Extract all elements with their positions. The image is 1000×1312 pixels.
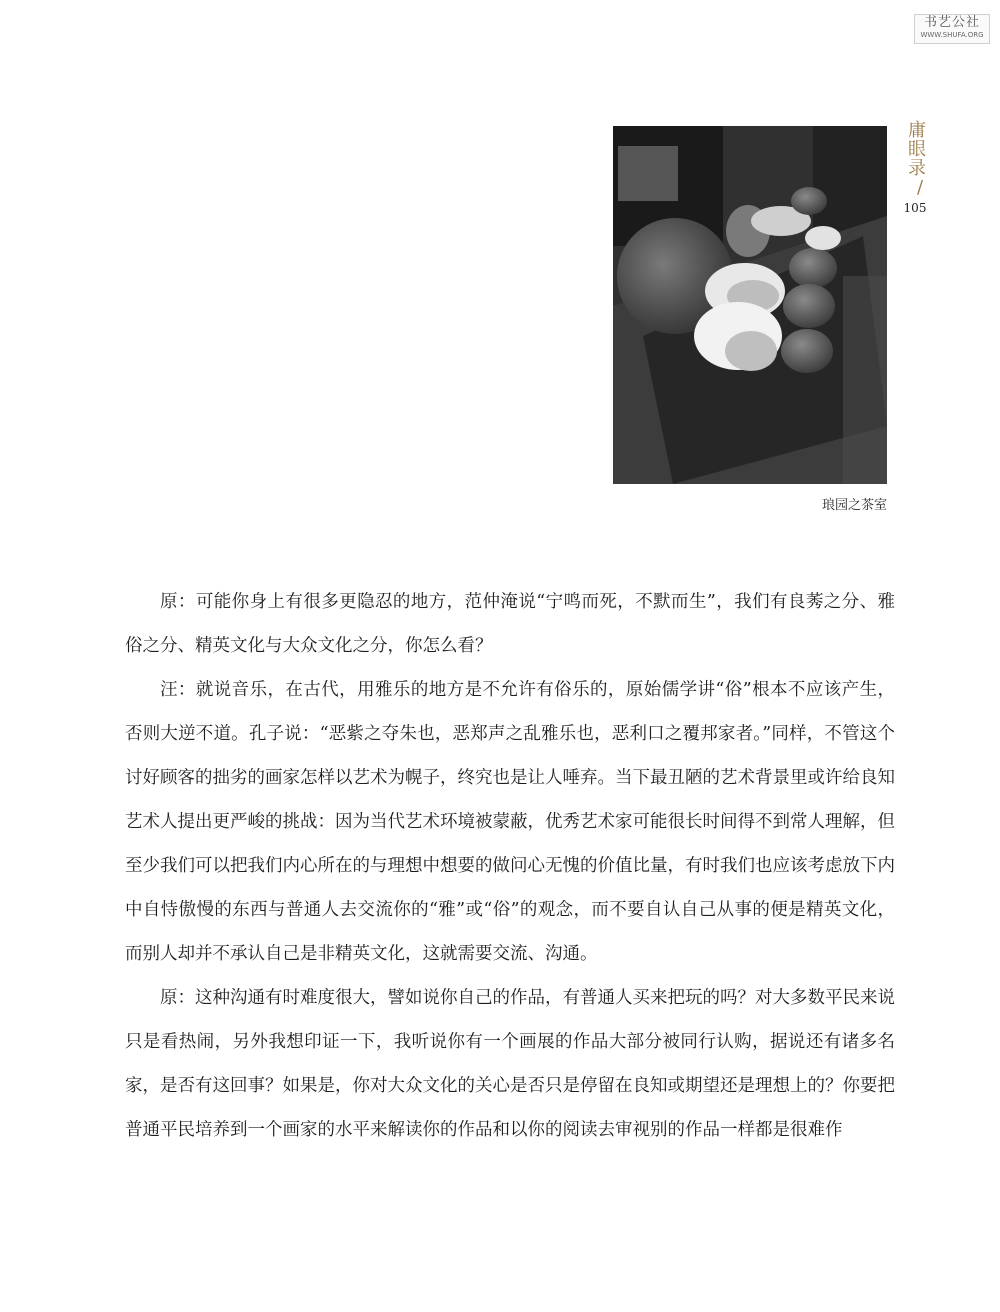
watermark-url: WWW.SHUFA.ORG [920,31,984,39]
paragraph: 汪：就说音乐，在古代，用雅乐的地方是不允许有俗乐的，原始儒学讲“俗”根本不应该产生，否则大逆不道。孔子说：“恶紫之夺朱也，恶郑声之乱雅乐也，恶利口之覆邦家者。”同样，不管这个讨好顾客的拙劣的画家怎样以艺术为幌子，终究也是让人唾弃。当下最丑陋的艺术背景里或许给良知艺术人提出更严峻的挑战：因为当代艺术环境被蒙蔽，优秀艺术家可能很长时间得不到常人理解，但至少我们可以把我们内心所在的与理想中想要的做问心无愧的价值比量，有时我们也应该考虑放下内中自恃傲慢的东西与普通人去交流你的“雅”或“俗”的观念，而不要自认自己从事的便是精英文化，而别人却并不承认自己是非精英文化，这就需要交流、沟通。 [125,680,895,964]
watermark-logo-text: 书艺公社 [923,15,980,30]
tea-room-photo-illustration [613,126,887,484]
paragraph: 原：这种沟通有时难度很大，譬如说你自己的作品，有普通人买来把玩的吗？对大多数平民来说只是看热闹，另外我想印证一下，我听说你有一个画展的作品大部分被同行认购，据说还有诸多名家，是否有这回事？如果是，你对大众文化的关心是否只是停留在良知或期望还是理想上的？你要把普通平民培养到一个画家的水平来解读你的作品和以你的阅读去审视别的作品一样都是很难作 [125,988,895,1140]
watermark-logo [914,14,990,44]
book-title: 庸眼录 [905,120,926,177]
paragraph: 原：可能你身上有很多更隐忍的地方，范仲淹说“宁鸣而死，不默而生”，我们有良莠之分、雅俗之分、精英文化与大众文化之分，你怎么看？ [125,592,895,656]
photo-caption: 琅园之茶室 [821,498,887,513]
separator: / [916,177,924,198]
running-head [900,120,930,215]
body-text [125,580,895,1152]
tea-room-photo [613,126,887,484]
page-number: 105 [903,201,927,215]
